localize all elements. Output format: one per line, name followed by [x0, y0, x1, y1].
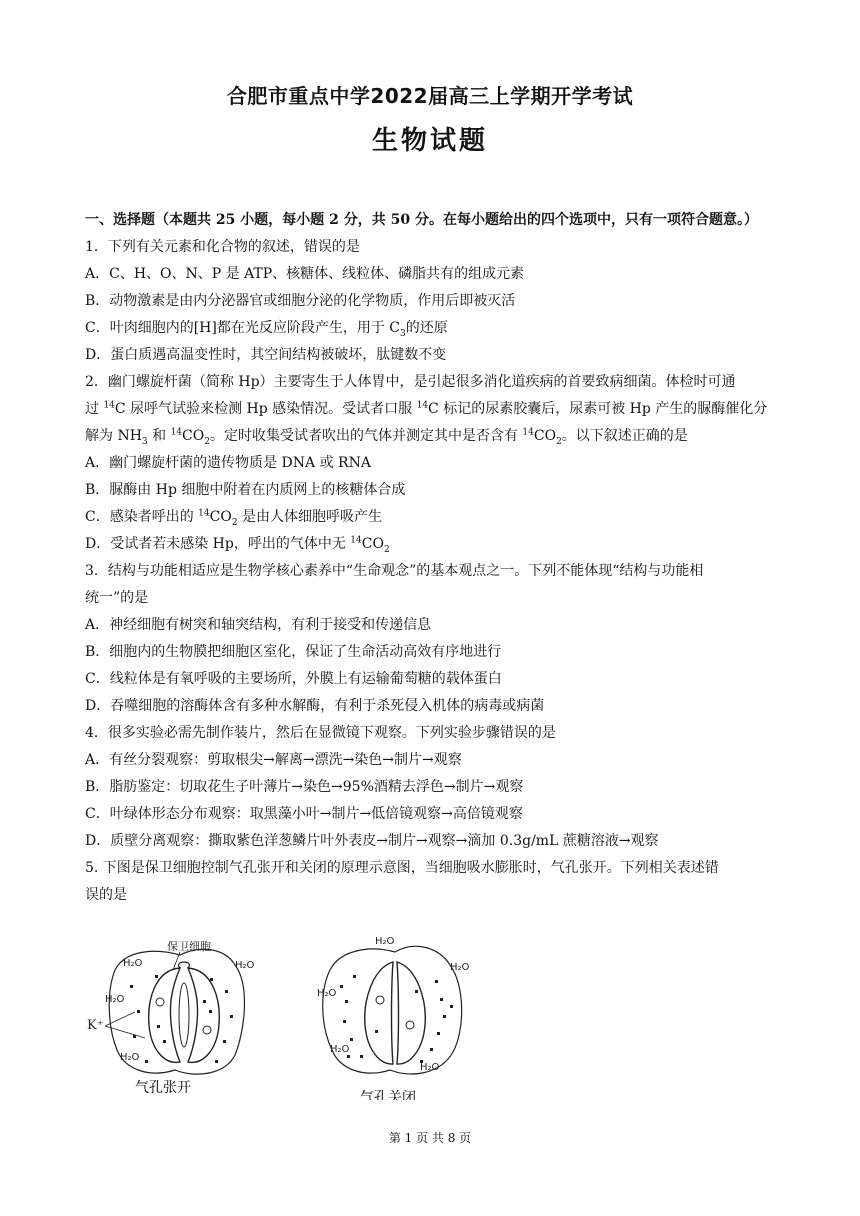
subject-title: 生物试题 — [371, 126, 488, 156]
q2-stem-line1: 2．幽门螺旋杆菌（简称 Hp）主要寄生于人体胃中，是引起很多消化道疾病的首要致病细菌。体检时可通 — [85, 374, 736, 390]
q4-option-b: B．脂肪鉴定：切取花生子叶薄片→染色→95%酒精去浮色→制片→观察 — [85, 779, 524, 795]
water-label: H₂O — [375, 936, 395, 947]
q1-option-c: C．叶肉细胞内的[H]都在光反应阶段产生，用于 $C_3$的还原 — [85, 320, 448, 339]
water-label: H₂O — [450, 962, 470, 973]
stomata-closed-drawing — [317, 936, 470, 1100]
stomata-open-drawing — [87, 939, 255, 1096]
page-footer: 第 1 页 共 8 页 — [388, 1131, 472, 1145]
q2-stem-line3: 解为 $NH_3$ 和 $^{14}CO_2$。定时收集受试者吹出的气体并测定其中是否含有 $^{14}CO_2$。以下叙述正确的是 — [85, 427, 688, 447]
water-label: H₂O — [317, 988, 337, 999]
guard-cell-label: 保卫细胞 — [167, 940, 211, 953]
q3-stem-line1: 3．结构与功能相适应是生物学核心素养中“生命观念”的基本观点之一。下列不能体现“结构与功能相 — [85, 563, 704, 579]
q2-option-c: C．感染者呼出的 $^{14}CO_2$ 是由人体细胞呼吸产生 — [85, 508, 383, 528]
q4-stem: 4．很多实验必需先制作装片，然后在显微镜下观察。下列实验步骤错误的是 — [85, 725, 556, 741]
q1-option-d: D．蛋白质遇高温变性时，其空间结构被破坏，肽键数不变 — [85, 347, 447, 363]
water-label: H₂O — [120, 1052, 140, 1063]
q3-option-b: B．细胞内的生物膜把细胞区室化，保证了生命活动高效有序地进行 — [85, 644, 502, 660]
q1-option-a: A．C、H、O、N、P 是 ATP、核糖体、线粒体、磷脂共有的组成元素 — [85, 266, 525, 282]
q2-option-d: D．受试者若未感染 Hp，呼出的气体中无 $^{14}CO_2$ — [85, 535, 390, 555]
open-caption: 气孔张开 — [135, 1080, 191, 1096]
q1-stem: 1．下列有关元素和化合物的叙述，错误的是 — [85, 239, 360, 255]
water-label: H₂O — [105, 994, 125, 1005]
q2-stem-line2: 过 $^{14}$C 尿呼气试验来检测 Hp 感染情况。受试者口服 $^{14}$C 标记的尿素胶囊后，尿素可被 Hp 产生的脲酶催化分 — [85, 400, 768, 417]
q3-option-d: D．吞噬细胞的溶酶体含有多种水解酶，有利于杀死侵入机体的病毒或病菌 — [85, 698, 545, 714]
q5-stem-line1: 5. 下图是保卫细胞控制气孔张开和关闭的原理示意图，当细胞吸水膨胀时，气孔张开。下列相关表述错 — [85, 860, 719, 876]
potassium-ion-label: K⁺ — [87, 1018, 104, 1033]
water-label: H₂O — [123, 958, 143, 969]
water-label: H₂O — [420, 1062, 440, 1073]
stomata-figure — [85, 930, 485, 1100]
q5-stem-line2: 误的是 — [85, 887, 127, 903]
closed-caption: 气孔关闭 — [360, 1090, 416, 1100]
q4-option-a: A．有丝分裂观察：剪取根尖→解离→漂洗→染色→制片→观察 — [85, 752, 462, 768]
q4-option-d: D．质壁分离观察：撕取紫色洋葱鳞片叶外表皮→制片→观察→滴加 0.3g/mL 蔗糖溶液→观察 — [85, 833, 659, 849]
stomata-diagram — [85, 930, 485, 1100]
exam-title: 合肥市重点中学2022届高三上学期开学考试 — [226, 84, 634, 108]
q3-option-c: C．线粒体是有氧呼吸的主要场所，外膜上有运输葡萄糖的载体蛋白 — [85, 671, 502, 687]
q4-option-c: C．叶绿体形态分布观察：取黑藻小叶→制片→低倍镜观察→高倍镜观察 — [85, 806, 523, 822]
question-content — [85, 207, 785, 909]
section-heading: 一、选择题（本题共 25 小题，每小题 2 分，共 50 分。在每小题给出的四个选项中，只有一项符合题意。） — [85, 212, 758, 228]
water-label: H₂O — [235, 960, 255, 971]
q2-option-b: B．脲酶由 Hp 细胞中附着在内质网上的核糖体合成 — [85, 482, 406, 498]
q1-option-b: B．动物激素是由内分泌器官或细胞分泌的化学物质，作用后即被灭活 — [85, 293, 516, 309]
water-label: H₂O — [330, 1044, 350, 1055]
q2-option-a: A．幽门螺旋杆菌的遗传物质是 DNA 或 RNA — [85, 455, 371, 471]
q3-option-a: A．神经细胞有树突和轴突结构，有利于接受和传递信息 — [85, 617, 432, 633]
q3-stem-line2: 统一”的是 — [85, 590, 149, 606]
